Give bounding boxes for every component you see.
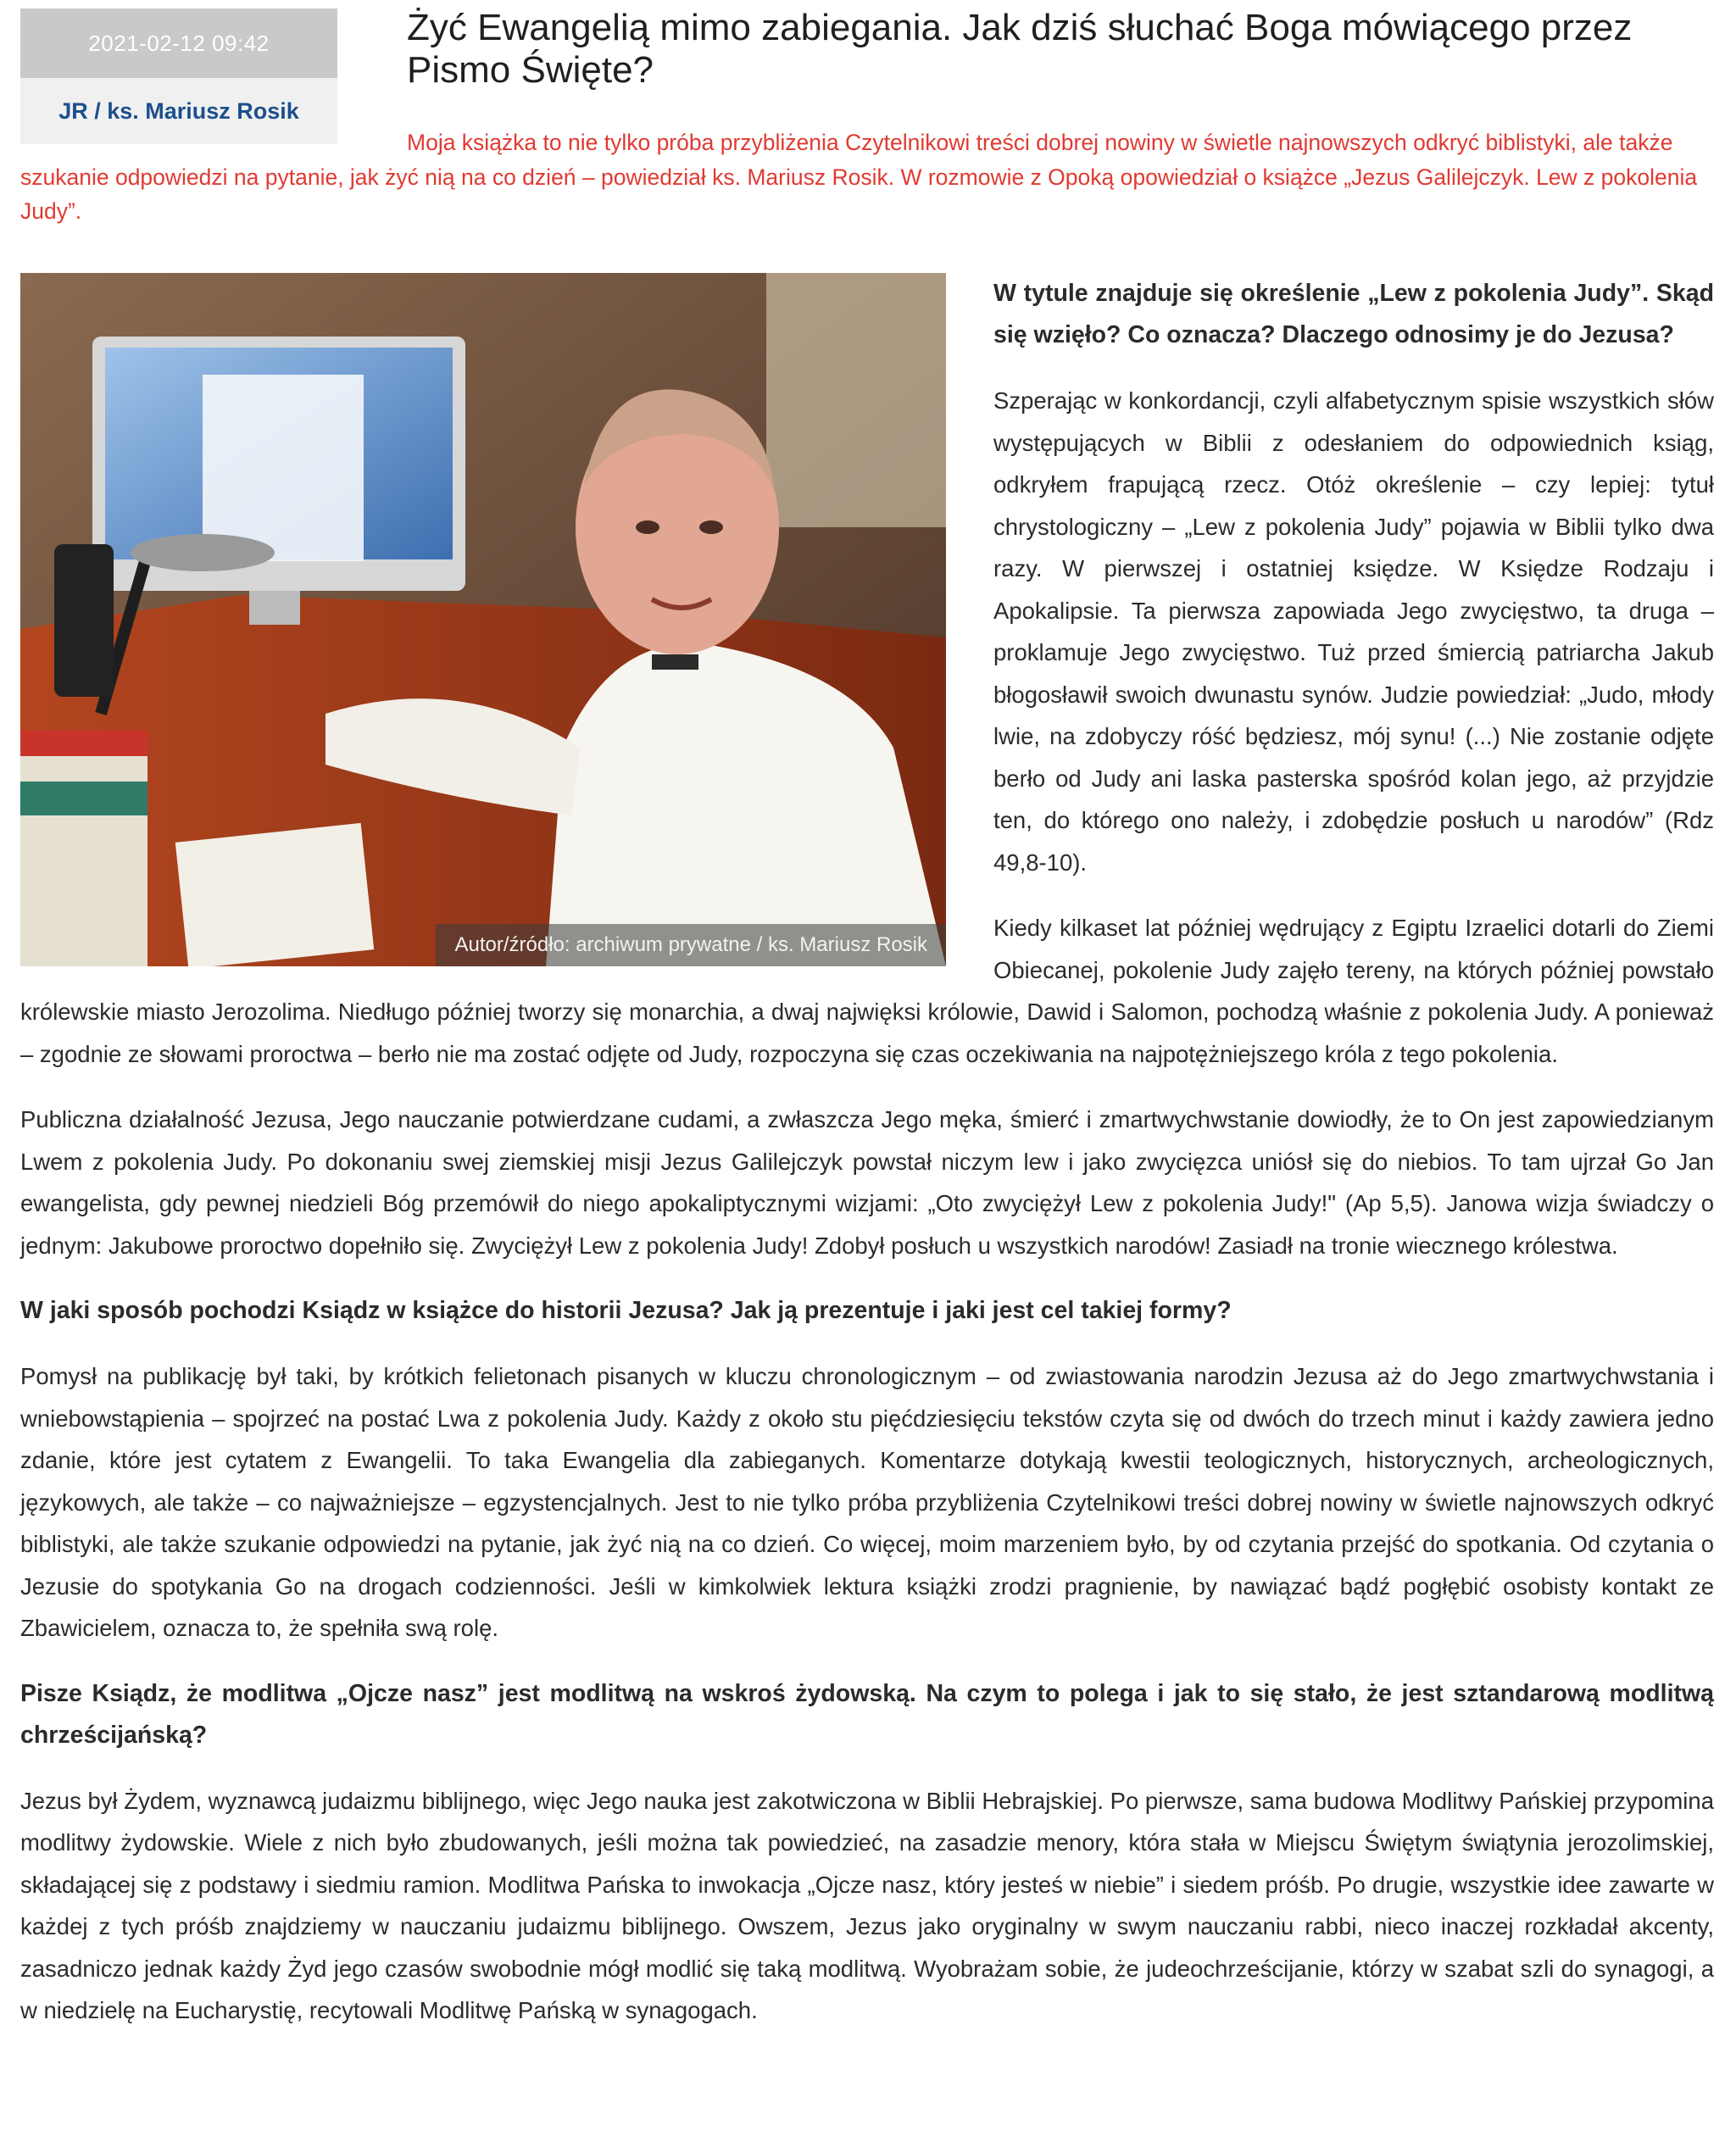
article-body xyxy=(20,273,1714,2056)
paragraph: Pomysł na publikację był taki, by krótkich felietonach pisanych w kluczu chronologicznym – od zwiastowania narodzin Jezusa aż do Jego zmartwychwstania i wniebowstąpienia – spojrzeć na postać Lwa z pokolenia Judy. Każdy z około stu pięćdziesięciu tekstów czyta się od dwóch do trzech minut i każdy zawiera jedno zdanie, które jest cytatem z Ewangelii. To taka Ewangelia dla zabieganych. Komentarze dotykają kwestii teologicznych, historycznych, archeologicznych, językowych, ale także – co najważniejsze – egzystencjalnych. Jest to nie tylko próba przybliżenia Czytelnikowi treści dobrej nowiny w świetle najnowszych odkryć biblistyki, ale także szukanie odpowiedzi na pytanie, jak żyć nią na co dzień. Co więcej, moim marzeniem było, by od czytania przejść do spotkania. Od czytania o Jezusie do spotykania Go na drogach codzienności. Jeśli w kimkolwiek lektura książki zrodzi pragnienie, by nawiązać bądź pogłębić osobisty kontakt ze Zbawicielem, oznacza to, że spełniła swą rolę. xyxy=(20,1363,1714,1641)
photo-caption: Autor/źródło: archiwum prywatne / ks. Mariusz Rosik xyxy=(436,924,946,966)
paragraph: Publiczna działalność Jezusa, Jego nauczanie potwierdzane cudami, a zwłaszcza Jego męka, śmierć i zmartwychwstanie dowiodły, że to On jest zapowiedzianym Lwem z pokolenia Judy. Po dokonaniu swej ziemskiej misji Jezus Galilejczyk powstał niczym lew i jako zwycięzca uniósł się do niebios. To tam ujrzał Go Jan ewangelista, gdy pewnej niedzieli Bóg przemówił do niego apokaliptycznymi wizjami: „Oto zwyciężył Lew z pokolenia Judy!" (Ap 5,5). Janowa wizja świadczy o jednym: Jakubowe proroctwo dopełniło się. Zwyciężył Lew z pokolenia Judy! Zdobył posłuch u wszystkich narodów! Zasiadł na tronie wiecznego królestwa. xyxy=(20,1106,1714,1259)
priest-at-desk-photo xyxy=(20,273,946,966)
paragraph: Kiedy kilkaset lat później wędrujący z Egiptu Izraelici dotarli do Ziemi Obiecanej, pokolenie Judy zajęło tereny, na których później powstało królewskie miasto Jerozolima. Niedługo później tworzy się monarchia, a dwaj najwięksi królowie, Dawid i Salomon, pochodzą właśnie z pokolenia Judy. A ponieważ – zgodnie ze słowami proroctwa – berło nie ma zostać odjęte od Judy, rozpoczyna się czas oczekiwania na najpotężniejszego króla z tego pokolenia. xyxy=(20,915,1714,1067)
article-title: Żyć Ewangelią mimo zabiegania. Jak dziś słuchać Boga mówiącego przez Pismo Święte? xyxy=(407,7,1633,91)
article-meta xyxy=(20,8,337,144)
article-photo xyxy=(20,273,946,966)
paragraph: Jezus był Żydem, wyznawcą judaizmu biblijnego, więc Jego nauka jest zakotwiczona w Biblii Hebrajskiej. Po pierwsze, sama budowa Modlitwy Pańskiej przypomina modlitwy żydowskie. Wiele z nich było zbudowanych, jeśli można tak powiedzieć, na zasadzie menory, która stała w Miejscu Świętym świątynia jerozolimskiej, składającej się z podstawy i siedmiu ramion. Modlitwa Pańska to inwokacja „Ojcze nasz, który jesteś w niebie” i siedem próśb. Po drugie, wszystkie idee zawarte w każdej z tych próśb znajdziemy w nauczaniu judaizmu biblijnego. Owszem, Jezus jako oryginalny w swym nauczaniu rabbi, nieco inaczej rozkładał akcenty, zasadniczo jednak każdy Żyd jego czasów swobodnie mógł modlić się taką modlitwą. Wyobrażam sobie, że judeochrześcijanie, którzy w szabat szli do synagogi, a w niedzielę na Eucharystię, recytowali Modlitwę Pańską w synagogach. xyxy=(20,1787,1714,2023)
publish-date: 2021-02-12 09:42 xyxy=(20,8,337,78)
article-lead: Moja książka to nie tylko próba przybliżenia Czytelnikowi treści dobrej nowiny w świetle najnowszych odkryć biblistyki, ale także szukanie odpowiedzi na pytanie, jak żyć nią na co dzień – powiedział ks. Mariusz Rosik. W rozmowie z Opoką opowiedział o książce „Jezus Galilejczyk. Lew z pokolenia Judy”. xyxy=(20,130,1698,224)
author-link[interactable]: JR / ks. Mariusz Rosik xyxy=(20,78,337,144)
paragraph: Szperając w konkordancji, czyli alfabetycznym spisie wszystkich słów występujących w Biblii z odesłaniem do odpowiednich ksiąg, odkryłem frapującą rzecz. Otóż określenie – czy lepiej: tytuł chrystologiczny – „Lew z pokolenia Judy” pojawia w Biblii tylko dwa razy. W pierwszej i ostatniej księdze. W Księdze Rodzaju i Apokalipsie. Ta pierwsza zapowiada Jego zwycięstwo, ta druga – proklamuje Jego zwycięstwo. Tuż przed śmiercią patriarcha Jakub błogosławił swoich dwunastu synów. Judzie powiedział: „Judo, młody lwie, na zdobyczy róść będziesz, mój synu! (...) Nie zostanie odjęte berło od Judy ani laska pasterska spośród kolan jego, aż przyjdzie ten, do którego ono należy, i zdobędzie posłuch u narodów” (Rdz 49,8-10). xyxy=(993,387,1714,876)
interview-question: Pisze Ksiądz, że modlitwa „Ojcze nasz” jest modlitwą na wskroś żydowską. Na czym to polega i jak to się stało, że jest sztandarową modlitwą chrześcijańską? xyxy=(20,1679,1714,1749)
interview-question: W tytule znajduje się określenie „Lew z pokolenia Judy”. Skąd się wzięło? Co oznacza? Dlaczego odnosimy je do Jezusa? xyxy=(993,280,1714,348)
interview-question: W jaki sposób pochodzi Ksiądz w książce do historii Jezusa? Jak ją prezentuje i jaki jest cel takiej formy? xyxy=(20,1297,1232,1324)
